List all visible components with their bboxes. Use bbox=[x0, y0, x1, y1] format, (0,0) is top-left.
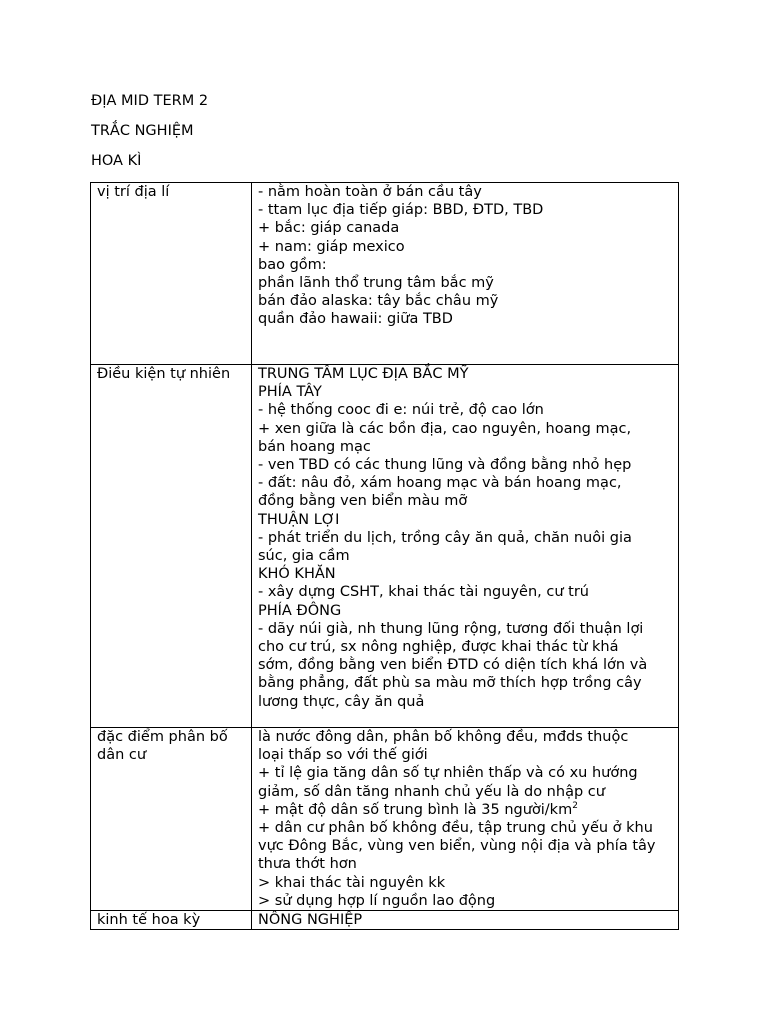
content-line: bán hoang mạc bbox=[258, 438, 371, 455]
content-line: NÔNG NGHIỆP bbox=[258, 912, 363, 929]
row-content-cell bbox=[252, 183, 679, 365]
content-line: bao gồm: bbox=[258, 256, 327, 273]
row-label-cell bbox=[91, 911, 252, 930]
content-line: + tỉ lệ gia tăng dân số tự nhiên thấp và có xu hướng bbox=[258, 765, 638, 782]
content-line: phần lãnh thổ trung tâm bắc mỹ bbox=[258, 275, 494, 292]
row-label-cell bbox=[91, 183, 252, 365]
content-line: quần đảo hawaii: giữa TBD bbox=[258, 311, 453, 328]
content-line: PHÍA ĐÔNG bbox=[258, 602, 342, 619]
content-line: cho cư trú, sx nông nghiệp, được khai thác từ khá bbox=[258, 639, 619, 656]
content-line: + nam: giáp mexico bbox=[258, 238, 405, 255]
density-text: + mật độ dân số trung bình là 35 người/km bbox=[258, 801, 573, 818]
content-line: - ven TBD có các thung lũng và đồng bằng nhỏ hẹp bbox=[258, 457, 632, 474]
content-line: TRUNG TÂM LỤC ĐỊA BẮC MỸ bbox=[258, 366, 469, 382]
content-line: là nước đông dân, phân bố không đều, mđds thuộc bbox=[258, 729, 629, 745]
density-superscript: 2 bbox=[572, 800, 578, 811]
content-line: - ttam lục địa tiếp giáp: BBD, ĐTD, TBD bbox=[258, 202, 544, 219]
content-line: bằng phẳng, đất phù sa màu mỡ thích hợp trồng cây bbox=[258, 675, 642, 692]
content-line: > sử dụng hợp lí nguồn lao động bbox=[258, 892, 496, 909]
row-content-cell bbox=[252, 728, 679, 911]
content-line: đồng bằng ven biển màu mỡ bbox=[258, 493, 468, 510]
topic-heading: HOA KÌ bbox=[91, 153, 142, 169]
content-line: PHÍA TÂY bbox=[258, 384, 322, 401]
content-line: sớm, đồng bằng ven biển ĐTD có diện tích khá lớn và bbox=[258, 657, 648, 674]
notes-table bbox=[90, 182, 679, 930]
content-line: - đất: nâu đỏ, xám hoang mạc và bán hoang mạc, bbox=[258, 475, 622, 492]
row-label-cell bbox=[91, 728, 252, 911]
content-line: súc, gia cầm bbox=[258, 548, 350, 565]
content-line: + bắc: giáp canada bbox=[258, 220, 400, 237]
table-row bbox=[91, 365, 679, 728]
row-label: Điều kiện tự nhiên bbox=[97, 366, 231, 382]
content-line: THUẬN LỢI bbox=[258, 511, 340, 528]
content-line: - dãy núi già, nh thung lũng rộng, tương đối thuận lợi bbox=[258, 620, 644, 637]
content-line: bán đảo alaska: tây bắc châu mỹ bbox=[258, 293, 499, 310]
content-line: giảm, số dân tăng nhanh chủ yếu là do nhập cư bbox=[258, 783, 605, 800]
table-row bbox=[91, 728, 679, 911]
content-line: loại thấp so với thế giới bbox=[258, 747, 428, 764]
document-title: ĐỊA MID TERM 2 bbox=[91, 93, 209, 109]
content-line: + dân cư phân bố không đều, tập trung chủ yếu ở khu bbox=[258, 820, 653, 837]
content-line: KHÓ KHĂN bbox=[258, 566, 336, 583]
row-content-cell bbox=[252, 911, 679, 930]
content-line: - phát triển du lịch, trồng cây ăn quả, chăn nuôi gia bbox=[258, 529, 632, 546]
row-label: đặc điểm phân bố bbox=[97, 729, 228, 745]
row-label: dân cư bbox=[97, 747, 147, 764]
content-line: thưa thớt hơn bbox=[258, 856, 357, 873]
content-line: > khai thác tài nguyên kk bbox=[258, 874, 446, 891]
content-line: - hệ thống cooc đi e: núi trẻ, độ cao lớn bbox=[258, 402, 544, 419]
row-label-cell bbox=[91, 365, 252, 728]
density-line bbox=[258, 801, 672, 819]
row-label: vị trí địa lí bbox=[97, 184, 170, 200]
section-heading: TRẮC NGHIỆM bbox=[91, 123, 194, 139]
row-label: kinh tế hoa kỳ bbox=[97, 912, 201, 929]
content-line: lương thực, cây ăn quả bbox=[258, 693, 425, 710]
content-line: vực Đông Bắc, vùng ven biển, vùng nội địa và phía tây bbox=[258, 838, 656, 855]
content-line: - nằm hoàn toàn ở bán cầu tây bbox=[258, 184, 482, 200]
table-row bbox=[91, 183, 679, 365]
table-row bbox=[91, 911, 679, 930]
content-line: + xen giữa là các bồn địa, cao nguyên, hoang mạc, bbox=[258, 420, 632, 437]
content-line: - xây dựng CSHT, khai thác tài nguyên, cư trú bbox=[258, 584, 589, 601]
row-content-cell bbox=[252, 365, 679, 728]
